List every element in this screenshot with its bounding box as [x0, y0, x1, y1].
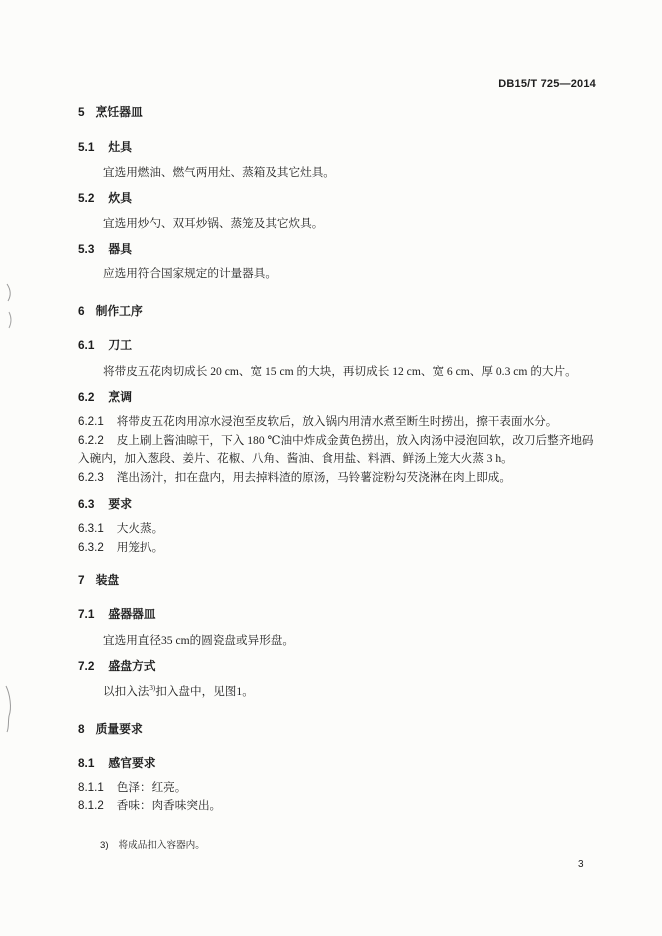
subsection-title: 盛盘方式	[108, 659, 156, 673]
clause-text: 滗出汤汁，扣在盘内，用去掉料渣的原汤，马铃薯淀粉勾芡浇淋在肉上即成。	[116, 471, 511, 484]
subsection-6-3-heading	[78, 497, 132, 511]
subsection-title: 要求	[108, 497, 133, 511]
section-title: 质量要求	[95, 722, 143, 736]
subsection-title: 炊具	[108, 191, 133, 205]
clause-number: 8.1.1	[78, 781, 104, 794]
subsection-title: 刀工	[108, 338, 133, 352]
clause-text: 大火蒸。	[116, 522, 164, 535]
subsection-5-3-heading	[78, 242, 132, 256]
subsection-number: 5.1	[78, 140, 95, 154]
footnote	[100, 839, 205, 853]
subsection-number: 5.2	[78, 191, 95, 205]
clause-6-2-2	[78, 434, 594, 448]
section-6-heading	[78, 304, 143, 318]
subsection-5-3-body: 应选用符合国家规定的计量器具。	[103, 267, 277, 280]
section-number: 6	[78, 304, 85, 318]
subsection-5-1-heading	[78, 140, 132, 154]
subsection-title: 烹调	[108, 390, 133, 404]
section-title: 装盘	[95, 573, 120, 587]
footnote-reference: 3)	[149, 684, 156, 692]
section-title: 烹饪器皿	[95, 105, 143, 119]
section-7-heading	[78, 573, 119, 587]
subsection-number: 5.3	[78, 242, 95, 256]
clause-6-3-2	[78, 541, 163, 555]
clause-text: 将带皮五花肉用凉水浸泡至皮软后，放入锅内用清水煮至断生时捞出，擦干表面水分。	[116, 415, 558, 428]
section-number: 5	[78, 105, 85, 119]
subsection-8-1-heading	[78, 756, 156, 770]
footnote-text: 将成品扣入容器内。	[118, 840, 205, 851]
subsection-number: 6.2	[78, 390, 95, 404]
subsection-7-2-body	[103, 685, 254, 699]
footnote-mark: 3)	[100, 840, 109, 851]
clause-8-1-2	[78, 799, 221, 813]
clause-number: 6.2.2	[78, 434, 104, 447]
subsection-number: 7.1	[78, 607, 95, 621]
clause-6-2-3	[78, 471, 511, 485]
subsection-6-2-heading	[78, 390, 132, 404]
section-5-heading	[78, 105, 143, 119]
clause-text: 皮上刷上酱油晾干，下入 180 ℃油中炸成金黄色捞出，放入肉汤中浸泡回软，改刀后整齐地码	[116, 434, 594, 447]
subsection-title: 感官要求	[108, 756, 156, 770]
clause-number: 8.1.2	[78, 799, 104, 812]
clause-8-1-1	[78, 781, 186, 795]
subsection-7-1-body: 宜选用直径35 cm的圆瓷盘或异形盘。	[103, 634, 294, 647]
document-code: DB15/T 725—2014	[498, 78, 596, 90]
subsection-number: 6.1	[78, 338, 95, 352]
clause-6-2-2-continuation: 入碗内，加入葱段、姜片、花椒、八角、酱油、食用盐、料酒、鲜汤上笼大火蒸 3 h。	[78, 452, 513, 465]
section-number: 8	[78, 722, 85, 736]
subsection-title: 器具	[108, 242, 133, 256]
section-8-heading	[78, 722, 143, 736]
clause-number: 6.3.1	[78, 522, 104, 535]
subsection-7-2-heading	[78, 659, 156, 673]
subsection-6-1-heading	[78, 338, 132, 352]
subsection-title: 灶具	[108, 140, 133, 154]
clause-text: 香味：肉香味突出。	[116, 799, 222, 812]
clause-6-2-1	[78, 415, 557, 429]
clause-text: 色泽：红亮。	[116, 781, 187, 794]
subsection-6-1-body: 将带皮五花肉切成长 20 cm、宽 15 cm 的大块，再切成长 12 cm、宽 6 cm、厚 0.3 cm 的大片。	[103, 365, 577, 378]
clause-number: 6.3.2	[78, 541, 104, 554]
body-text-before: 以扣入法	[103, 685, 150, 698]
subsection-7-1-heading	[78, 607, 156, 621]
subsection-number: 6.3	[78, 497, 95, 511]
body-text-after: 扣入盘中，见图1。	[155, 685, 254, 698]
subsection-5-2-body: 宜选用炒勺、双耳炒锅、蒸笼及其它炊具。	[103, 217, 324, 230]
clause-number: 6.2.1	[78, 415, 104, 428]
subsection-5-2-heading	[78, 191, 132, 205]
subsection-number: 8.1	[78, 756, 95, 770]
clause-number: 6.2.3	[78, 471, 104, 484]
subsection-5-1-body: 宜选用燃油、燃气两用灶、蒸箱及其它灶具。	[103, 166, 335, 179]
subsection-title: 盛器器皿	[108, 607, 156, 621]
clause-text: 用笼扒。	[116, 541, 164, 554]
section-number: 7	[78, 573, 85, 587]
subsection-number: 7.2	[78, 659, 95, 673]
clause-6-3-1	[78, 522, 163, 536]
section-title: 制作工序	[95, 304, 143, 318]
page-number: 3	[578, 859, 584, 870]
scan-artifact-marks	[0, 0, 24, 936]
